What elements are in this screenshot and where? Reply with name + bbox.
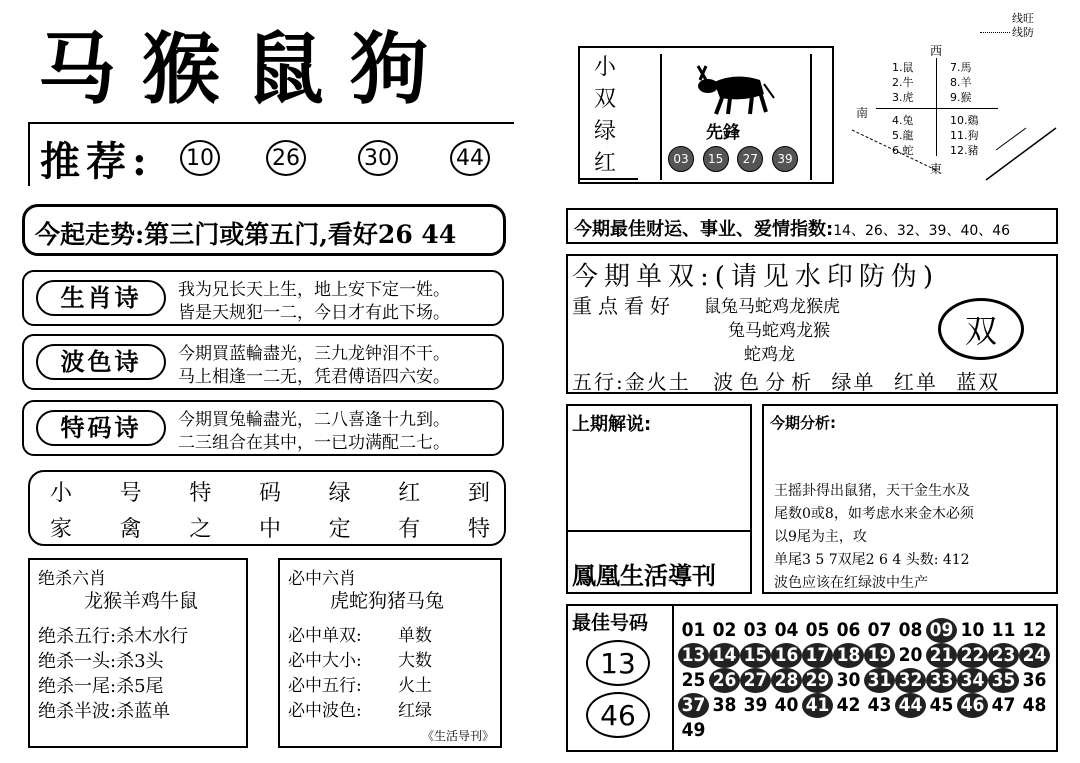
grid-number: 17 (802, 643, 833, 668)
grid-number: 24 (1019, 643, 1050, 668)
grid-number: 38 (712, 694, 737, 716)
must-item-label: 必中大小: (288, 651, 362, 671)
must-item-label: 必中五行: (288, 676, 362, 696)
banner-char: 绿 (328, 481, 351, 506)
west-label: 西 (930, 44, 943, 58)
kill-item-value: 杀蓝单 (116, 701, 171, 722)
zodiac-index: 4.兔 (892, 114, 914, 127)
banner-char: 禽 (119, 517, 142, 542)
grid-number: 20 (898, 644, 923, 666)
banner-char: 红 (398, 481, 421, 506)
wave-item: 蓝双 (956, 370, 1001, 394)
zodiac-index: 1.鼠 (892, 61, 914, 74)
banner-char: 小 (50, 481, 73, 506)
grid-number: 16 (771, 643, 802, 668)
sd-focus-label: 重点看好 (572, 294, 676, 318)
banner-char: 特 (467, 517, 490, 542)
last-period-divider (568, 530, 750, 532)
kill-item (38, 649, 188, 674)
pioneer-side-char: 双 (593, 87, 616, 112)
wuxing-label: 五行: (572, 370, 625, 394)
banner-char: 号 (119, 481, 142, 506)
pioneer-divider (580, 178, 638, 180)
kill-item (38, 699, 188, 724)
grid-number: 18 (833, 643, 864, 668)
sd-line: 鼠兔马蛇鸡龙猴虎 (704, 297, 840, 317)
poem-label: 生肖诗 (36, 280, 166, 316)
pioneer-number: 03 (668, 146, 694, 172)
grid-number: 02 (712, 619, 737, 641)
must-item (288, 674, 432, 699)
best-label: 最佳号码 (572, 612, 649, 634)
grid-number: 27 (740, 668, 771, 693)
kill-item-label: 绝杀一头: (38, 651, 117, 672)
page-title: 马猴鼠狗 (38, 24, 455, 115)
index-values: 14、26、32、39、40、46 (833, 223, 1011, 239)
grid-number: 01 (681, 619, 706, 641)
poem-block (22, 334, 504, 390)
poem-line: 马上相逢一二无，凭君傅语四六安。 (178, 367, 450, 387)
pioneer-number: 39 (772, 146, 798, 172)
sd-line: 兔马蛇鸡龙猴 (728, 321, 830, 341)
must-item-label: 必中单双: (288, 626, 362, 646)
wave-item: 红单 (893, 370, 938, 394)
number-grid (678, 618, 1056, 743)
sd-stamp: 双 (938, 298, 1024, 360)
grid-number: 44 (895, 693, 926, 718)
best-number: 46 (586, 692, 650, 738)
number-row (678, 643, 1056, 668)
grid-number: 21 (926, 643, 957, 668)
poem-block (22, 270, 504, 326)
note-2: 线防 (1012, 26, 1034, 39)
banner-char: 到 (467, 481, 490, 506)
must-zodiacs: 虎蛇狗猪马兔 (330, 590, 445, 612)
recommend-number: 10 (180, 140, 220, 176)
analysis-box (762, 404, 1058, 594)
must-item-value: 大数 (398, 651, 432, 671)
grid-number: 05 (805, 619, 830, 641)
wuxing-row (572, 366, 1000, 395)
recommend-number: 30 (358, 140, 398, 176)
grid-number: 33 (926, 668, 957, 693)
kill-item-value: 杀5尾 (116, 676, 164, 697)
pioneer-label: 先鋒 (706, 123, 740, 143)
wave-label: 波色分析 (713, 370, 818, 394)
grid-number: 11 (991, 619, 1016, 641)
grid-number: 29 (802, 668, 833, 693)
kill-title: 绝杀六肖 (38, 569, 106, 589)
number-row (678, 668, 1056, 693)
grid-number: 13 (678, 643, 709, 668)
must-item (288, 699, 432, 724)
grid-number: 41 (802, 693, 833, 718)
zodiac-index: 3.虎 (892, 91, 914, 104)
grid-number: 35 (988, 668, 1019, 693)
zodiac-index: 9.猴 (950, 91, 972, 104)
poem-line: 皆是天规犯一二，今日才有此下场。 (178, 303, 450, 323)
grid-number: 25 (681, 669, 706, 691)
trend-box (22, 204, 506, 256)
brand-label: 鳳凰生活導刊 (572, 561, 716, 590)
zodiac-index: 12.豬 (950, 144, 979, 157)
banner-char: 之 (189, 517, 212, 542)
grid-number: 32 (895, 668, 926, 693)
index-row (574, 215, 1010, 241)
banner-char: 家 (50, 517, 73, 542)
poem-label: 特码诗 (36, 410, 166, 446)
zodiac-index: 5.龍 (892, 129, 914, 142)
kill-item (38, 624, 188, 649)
kill-box (28, 558, 248, 748)
recommend-number: 26 (266, 140, 306, 176)
grid-number: 36 (1022, 669, 1047, 691)
grid-number: 39 (743, 694, 768, 716)
zodiac-index: 10.鷄 (950, 114, 979, 127)
zodiac-index: 11.狗 (950, 129, 979, 142)
south-label: 南 (856, 106, 869, 120)
must-item-value: 火土 (398, 676, 432, 696)
grid-number: 06 (836, 619, 861, 641)
grid-number: 04 (774, 619, 799, 641)
recommend-numbers (180, 140, 500, 180)
source-label: 《生活导刊》 (421, 729, 494, 743)
banner-char: 码 (258, 481, 281, 506)
pioneer-panel (660, 54, 812, 180)
kill-item-label: 绝杀一尾: (38, 676, 117, 697)
grid-number: 34 (957, 668, 988, 693)
must-item-value: 单数 (398, 626, 432, 646)
kill-item (38, 674, 188, 699)
east-label: 東 (930, 162, 943, 176)
index-box (566, 208, 1058, 244)
must-item (288, 649, 432, 674)
analysis-line: 波色应该在红绿波中生产 (774, 575, 928, 591)
analysis-line: 单尾3 5 7双尾2 6 4 头数: 412 (774, 552, 970, 568)
banner-char: 中 (258, 517, 281, 542)
grid-number: 47 (991, 694, 1016, 716)
must-item-label: 必中波色: (288, 701, 362, 721)
grid-number: 19 (864, 643, 895, 668)
banner-char: 定 (328, 517, 351, 542)
banner-row (50, 476, 490, 507)
analysis-line: 尾数0或8，如考虑水来金木必须 (774, 506, 974, 522)
grid-number: 46 (957, 693, 988, 718)
grid-number: 43 (867, 694, 892, 716)
pioneer-side (592, 52, 618, 180)
poem-block (22, 400, 504, 456)
analysis-line: 以9尾为主，攻 (774, 529, 867, 545)
single-double-box (566, 254, 1058, 394)
banner-char: 有 (398, 517, 421, 542)
kill-zodiacs: 龙猴羊鸡牛鼠 (84, 590, 199, 612)
zodiac-index: 2.牛 (892, 76, 914, 89)
grid-number: 23 (988, 643, 1019, 668)
must-items (288, 624, 432, 724)
pioneer-side-char: 红 (593, 151, 616, 176)
grid-number: 26 (709, 668, 740, 693)
must-title: 必中六肖 (288, 569, 356, 589)
banner-row (50, 512, 490, 543)
last-period-label: 上期解说: (572, 414, 652, 435)
poem-line: 我为兄长天上生，地上安下定一姓。 (178, 280, 450, 300)
compass (846, 10, 1070, 186)
poem-line: 二三组合在其中，一已功满配二七。 (178, 433, 450, 453)
pioneer-numbers (668, 146, 798, 172)
pioneer-box (578, 46, 834, 184)
recommend-label: 推荐: (40, 138, 153, 185)
grid-number: 31 (864, 668, 895, 693)
last-period-box (566, 404, 752, 594)
must-item (288, 624, 432, 649)
index-label: 今期最佳财运、事业、爱情指数: (574, 219, 834, 240)
grid-number: 14 (709, 643, 740, 668)
must-box (278, 558, 502, 748)
grid-number: 28 (771, 668, 802, 693)
grid-number: 10 (960, 619, 985, 641)
analysis-label: 今期分析: (770, 414, 836, 432)
compass-diagonals (846, 10, 1070, 186)
kill-item-label: 绝杀五行: (38, 626, 117, 647)
kill-item-label: 绝杀半波: (38, 701, 117, 722)
grid-number: 08 (898, 619, 923, 641)
grid-number: 48 (1022, 694, 1047, 716)
kill-item-value: 杀3头 (116, 651, 164, 672)
grid-number: 30 (836, 669, 861, 691)
banner-box (28, 470, 506, 546)
grid-number: 15 (740, 643, 771, 668)
grid-number: 22 (957, 643, 988, 668)
grid-number: 09 (926, 618, 957, 643)
number-row (678, 618, 1056, 643)
wave-item: 绿单 (831, 370, 876, 394)
trend-text: 今起走势:第三门或第五门,看好26 44 (35, 220, 457, 249)
zodiac-index: 8.羊 (950, 76, 972, 89)
banner-char: 特 (189, 481, 212, 506)
sd-line: 蛇鸡龙 (744, 345, 795, 365)
best-box (566, 604, 1058, 752)
number-row (678, 693, 1056, 718)
best-divider (672, 606, 674, 750)
grid-number: 03 (743, 619, 768, 641)
sd-heading: 今期单双:(请见水印防伪) (572, 262, 940, 292)
recommend-number: 44 (450, 140, 490, 176)
pioneer-side-char: 绿 (593, 119, 616, 144)
poem-line: 今期買蓝輪盡光，三九龙钟泪不干。 (178, 344, 450, 364)
grid-number: 45 (929, 694, 954, 716)
grid-number: 49 (681, 719, 706, 741)
wuxing-value: 金火土 (624, 370, 691, 394)
zodiac-index: 6.蛇 (892, 144, 914, 157)
analysis-text (774, 480, 974, 595)
grid-number: 40 (774, 694, 799, 716)
note-1: 线旺 (1012, 12, 1034, 25)
grid-number: 07 (867, 619, 892, 641)
pioneer-number: 15 (703, 146, 729, 172)
must-item-value: 红绿 (398, 701, 432, 721)
ox-icon (686, 58, 776, 118)
poem-label: 波色诗 (36, 344, 166, 380)
pioneer-number: 27 (737, 146, 763, 172)
grid-number: 37 (678, 693, 709, 718)
grid-number: 12 (1022, 619, 1047, 641)
kill-items (38, 624, 188, 724)
kill-item-value: 杀木水行 (116, 626, 189, 647)
best-number: 13 (586, 640, 650, 686)
number-row (678, 718, 1056, 743)
analysis-line: 王摇卦得出鼠猪，天干金生水及 (774, 483, 970, 499)
grid-number: 42 (836, 694, 861, 716)
zodiac-index: 7.馬 (950, 61, 972, 74)
poem-line: 今期買兔輪盡光，二八喜逢十九到。 (178, 410, 450, 430)
pioneer-side-char: 小 (593, 55, 616, 80)
